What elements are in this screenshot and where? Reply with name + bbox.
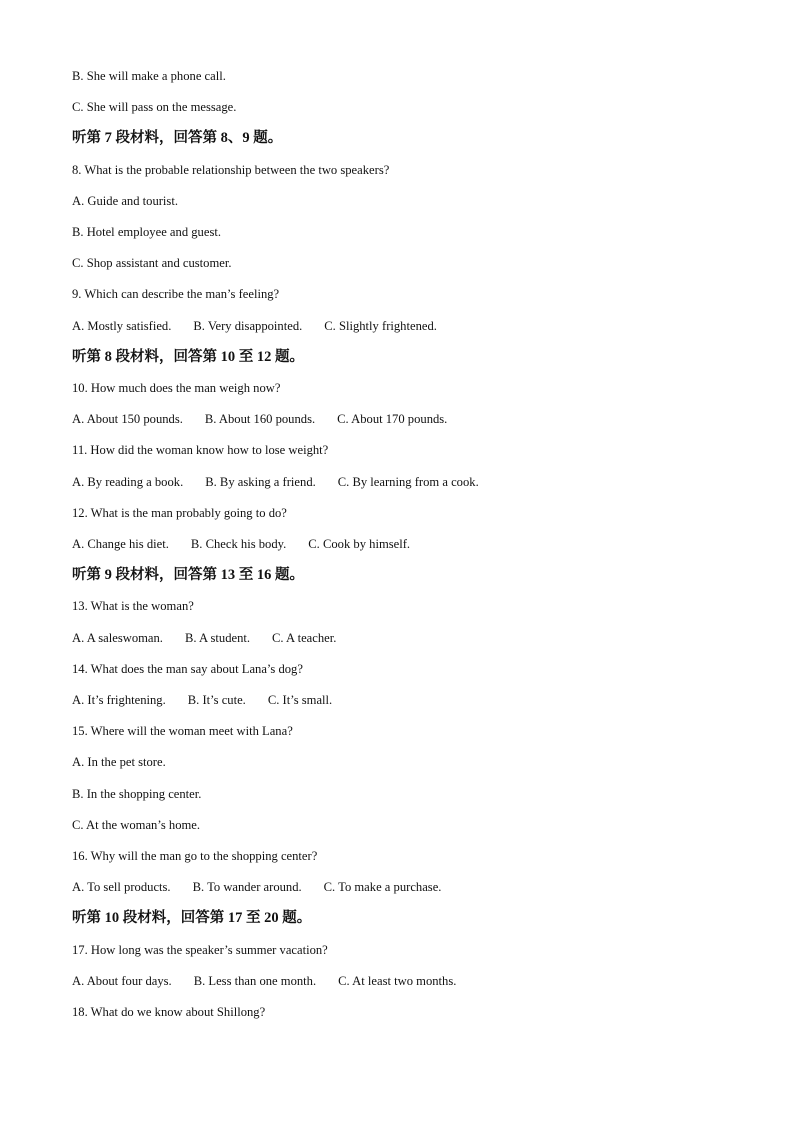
answer-option: B. A student.	[184, 630, 251, 645]
answer-option: A. Mostly satisfied.	[72, 318, 172, 333]
section-heading: 听第 10 段材料，回答第 17 至 20 题。	[72, 910, 312, 927]
answer-option: A. By reading a book.	[72, 474, 184, 489]
answer-option: C. Slightly frightened.	[324, 318, 437, 333]
answer-option: A. To sell products.	[72, 880, 171, 895]
answer-option: C. By learning from a cook.	[337, 474, 479, 489]
answer-option: C. She will pass on the message.	[72, 100, 237, 115]
question-text: 11. How did the woman know how to lose weight?	[72, 443, 329, 458]
answer-option: B. Less than one month.	[193, 973, 317, 988]
answer-option: A. About four days.	[72, 973, 172, 988]
answer-option: B. Very disappointed.	[193, 318, 303, 333]
answer-option: B. She will make a phone call.	[72, 69, 226, 83]
answer-option: B. To wander around.	[192, 880, 302, 895]
answer-option: A. Guide and tourist.	[72, 193, 178, 208]
answer-option: C. At least two months.	[338, 973, 457, 988]
answer-option: C. At the woman’s home.	[72, 817, 201, 832]
section-heading: 听第 8 段材料，回答第 10 至 12 题。	[72, 348, 304, 365]
question-text: 8. What is the probable relationship between the two speakers?	[72, 162, 390, 177]
question-text: 18. What do we know about Shillong?	[72, 1005, 266, 1019]
section-heading: 听第 9 段材料，回答第 13 至 16 题。	[72, 567, 304, 584]
question-text: 12. What is the man probably going to do?	[72, 505, 287, 520]
answer-option: C. It’s small.	[267, 693, 333, 707]
answer-option: A. In the pet store.	[72, 755, 166, 770]
question-text: 14. What does the man say about Lana’s dog?	[72, 661, 303, 676]
question-text: 9. Which can describe the man’s feeling?	[72, 287, 280, 302]
answer-option: B. About 160 pounds.	[204, 412, 316, 427]
question-text: 13. What is the woman?	[72, 599, 194, 614]
answer-option: B. Hotel employee and guest.	[72, 225, 221, 239]
answer-option: A. Change his diet.	[72, 537, 169, 551]
answer-option: A. About 150 pounds.	[72, 412, 183, 427]
answer-option: A. It’s frightening.	[72, 693, 166, 707]
answer-option: B. Check his body.	[190, 537, 287, 551]
section-heading: 听第 7 段材料，回答第 8、9 题。	[72, 130, 283, 147]
question-text: 16. Why will the man go to the shopping center?	[72, 849, 318, 863]
answer-option: C. Cook by himself.	[308, 537, 411, 551]
answer-option: C. To make a purchase.	[323, 880, 442, 895]
answer-option: B. It’s cute.	[187, 693, 246, 707]
answer-option: C. About 170 pounds.	[337, 412, 448, 427]
answer-option: C. Shop assistant and customer.	[72, 256, 232, 271]
answer-option: B. By asking a friend.	[205, 474, 316, 489]
answer-option: B. In the shopping center.	[72, 786, 202, 801]
question-text: 15. Where will the woman meet with Lana?	[72, 724, 293, 739]
question-text: 10. How much does the man weigh now?	[72, 381, 281, 395]
answer-option: A. A saleswoman.	[72, 630, 163, 645]
answer-option: C. A teacher.	[272, 630, 337, 645]
question-text: 17. How long was the speaker’s summer vacation?	[72, 942, 328, 957]
